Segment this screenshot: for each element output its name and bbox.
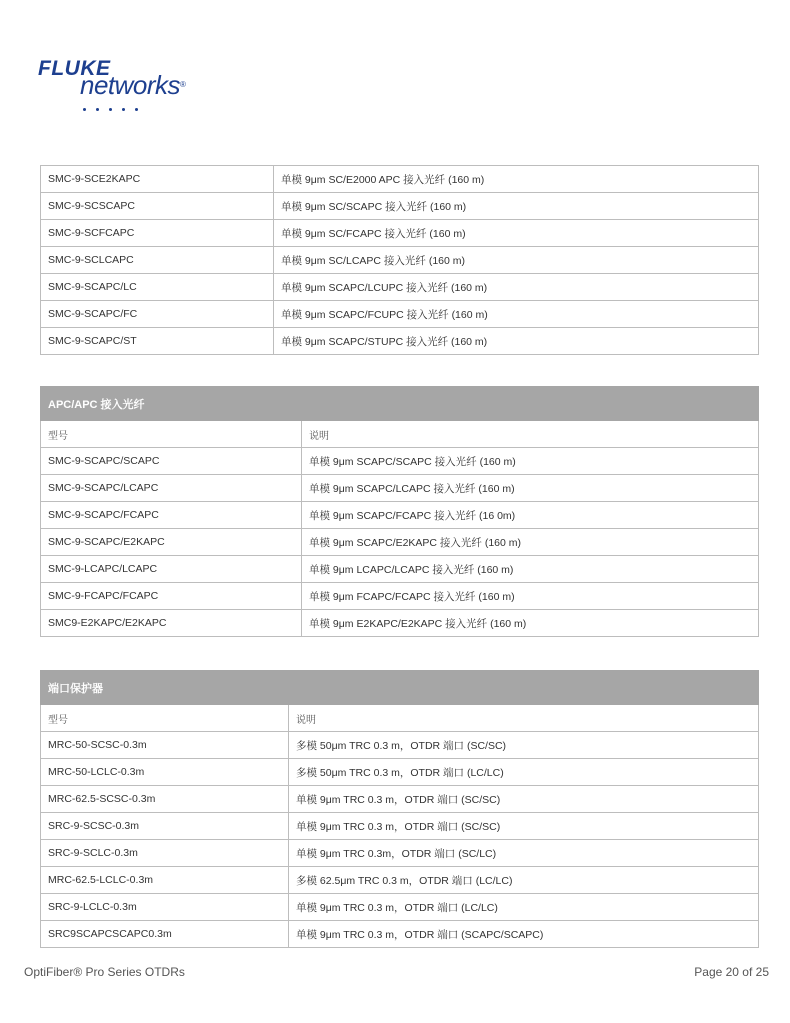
column-header-row <box>41 421 759 448</box>
description-cell: 单模 9μm TRC 0.3 m，OTDR 端口 (SC/SC) <box>289 786 759 813</box>
model-cell: SMC-9-LCAPC/LCAPC <box>41 556 302 583</box>
description-cell: 单模 9μm SC/FCAPC 接入光纤 (160 m) <box>274 220 759 247</box>
logo-networks-text: networks <box>80 70 181 100</box>
apc-apc-table-title: APC/APC 接入光纤 <box>41 387 759 421</box>
table-header-row <box>41 387 759 421</box>
description-cell: 单模 9μm SC/LCAPC 接入光纤 (160 m) <box>274 247 759 274</box>
table-row <box>41 475 759 502</box>
apc-apc-table <box>40 386 759 637</box>
description-cell: 单模 9μm FCAPC/FCAPC 接入光纤 (160 m) <box>302 583 759 610</box>
model-cell: SMC-9-SCAPC/SCAPC <box>41 448 302 475</box>
description-cell: 单模 9μm TRC 0.3 m，OTDR 端口 (LC/LC) <box>289 894 759 921</box>
model-cell: SMC-9-FCAPC/FCAPC <box>41 583 302 610</box>
model-cell: MRC-50-LCLC-0.3m <box>41 759 289 786</box>
fluke-networks-logo <box>38 58 218 108</box>
column-header-description: 说明 <box>289 705 759 732</box>
description-cell: 单模 9μm E2KAPC/E2KAPC 接入光纤 (160 m) <box>302 610 759 637</box>
table-row <box>41 448 759 475</box>
description-cell: 单模 9μm SCAPC/LCUPC 接入光纤 (160 m) <box>274 274 759 301</box>
model-cell: SMC-9-SCAPC/ST <box>41 328 274 355</box>
table-row <box>41 328 759 355</box>
table-row <box>41 220 759 247</box>
description-cell: 单模 9μm TRC 0.3 m，OTDR 端口 (SC/SC) <box>289 813 759 840</box>
table-row <box>41 247 759 274</box>
port-protector-table-title: 端口保护器 <box>41 671 759 705</box>
description-cell: 单模 9μm SCAPC/FCAPC 接入光纤 (16 0m) <box>302 502 759 529</box>
description-cell: 单模 9μm SCAPC/SCAPC 接入光纤 (160 m) <box>302 448 759 475</box>
table-row <box>41 894 759 921</box>
description-cell: 多模 62.5μm TRC 0.3 m，OTDR 端口 (LC/LC) <box>289 867 759 894</box>
logo-dots <box>83 98 148 116</box>
description-cell: 单模 9μm TRC 0.3 m，OTDR 端口 (SCAPC/SCAPC) <box>289 921 759 948</box>
model-cell: SRC-9-SCSC-0.3m <box>41 813 289 840</box>
description-cell: 单模 9μm SCAPC/STUPC 接入光纤 (160 m) <box>274 328 759 355</box>
footer-product-name: OptiFiber® Pro Series OTDRs <box>24 965 185 979</box>
description-cell: 多模 50μm TRC 0.3 m，OTDR 端口 (LC/LC) <box>289 759 759 786</box>
table-row <box>41 813 759 840</box>
table-row <box>41 556 759 583</box>
description-cell: 单模 9μm SC/SCAPC 接入光纤 (160 m) <box>274 193 759 220</box>
logo-registered-mark: ® <box>180 80 186 89</box>
table-row <box>41 301 759 328</box>
column-header-model: 型号 <box>41 421 302 448</box>
description-cell: 单模 9μm SCAPC/E2KAPC 接入光纤 (160 m) <box>302 529 759 556</box>
model-cell: SRC-9-LCLC-0.3m <box>41 894 289 921</box>
table-row <box>41 840 759 867</box>
port-protector-table-body <box>41 671 759 948</box>
description-cell: 多模 50μm TRC 0.3 m，OTDR 端口 (SC/SC) <box>289 732 759 759</box>
model-cell: SMC-9-SCLCAPC <box>41 247 274 274</box>
table-row <box>41 502 759 529</box>
model-cell: SRC9SCAPCSCAPC0.3m <box>41 921 289 948</box>
column-header-description: 说明 <box>302 421 759 448</box>
table-row <box>41 759 759 786</box>
table-row <box>41 921 759 948</box>
description-cell: 单模 9μm SC/E2000 APC 接入光纤 (160 m) <box>274 166 759 193</box>
model-cell: MRC-62.5-SCSC-0.3m <box>41 786 289 813</box>
table-row <box>41 274 759 301</box>
table-row <box>41 867 759 894</box>
description-cell: 单模 9μm LCAPC/LCAPC 接入光纤 (160 m) <box>302 556 759 583</box>
model-cell: SMC-9-SCAPC/FC <box>41 301 274 328</box>
model-cell: SMC9-E2KAPC/E2KAPC <box>41 610 302 637</box>
model-cell: MRC-50-SCSC-0.3m <box>41 732 289 759</box>
logo-fluke-text: FLUKE <box>38 57 111 80</box>
apc-apc-table-body <box>41 387 759 637</box>
model-cell: MRC-62.5-LCLC-0.3m <box>41 867 289 894</box>
table-row <box>41 786 759 813</box>
description-cell: 单模 9μm SCAPC/LCAPC 接入光纤 (160 m) <box>302 475 759 502</box>
table-row <box>41 166 759 193</box>
table-header-row <box>41 671 759 705</box>
logo-networks-wrapper <box>80 70 185 100</box>
model-cell: SMC-9-SCSCAPC <box>41 193 274 220</box>
description-cell: 单模 9μm TRC 0.3m，OTDR 端口 (SC/LC) <box>289 840 759 867</box>
model-cell: SMC-9-SCAPC/E2KAPC <box>41 529 302 556</box>
table-row <box>41 610 759 637</box>
access-fiber-table <box>40 165 759 355</box>
model-cell: SMC-9-SCFCAPC <box>41 220 274 247</box>
table-row <box>41 529 759 556</box>
column-header-row <box>41 705 759 732</box>
model-cell: SMC-9-SCE2KAPC <box>41 166 274 193</box>
port-protector-table <box>40 670 759 948</box>
model-cell: SRC-9-SCLC-0.3m <box>41 840 289 867</box>
model-cell: SMC-9-SCAPC/LC <box>41 274 274 301</box>
table-row <box>41 732 759 759</box>
model-cell: SMC-9-SCAPC/FCAPC <box>41 502 302 529</box>
table-row <box>41 583 759 610</box>
table-row <box>41 193 759 220</box>
model-cell: SMC-9-SCAPC/LCAPC <box>41 475 302 502</box>
column-header-model: 型号 <box>41 705 289 732</box>
footer-page-number: Page 20 of 25 <box>694 965 769 979</box>
description-cell: 单模 9μm SCAPC/FCUPC 接入光纤 (160 m) <box>274 301 759 328</box>
access-fiber-table-body <box>41 166 759 355</box>
